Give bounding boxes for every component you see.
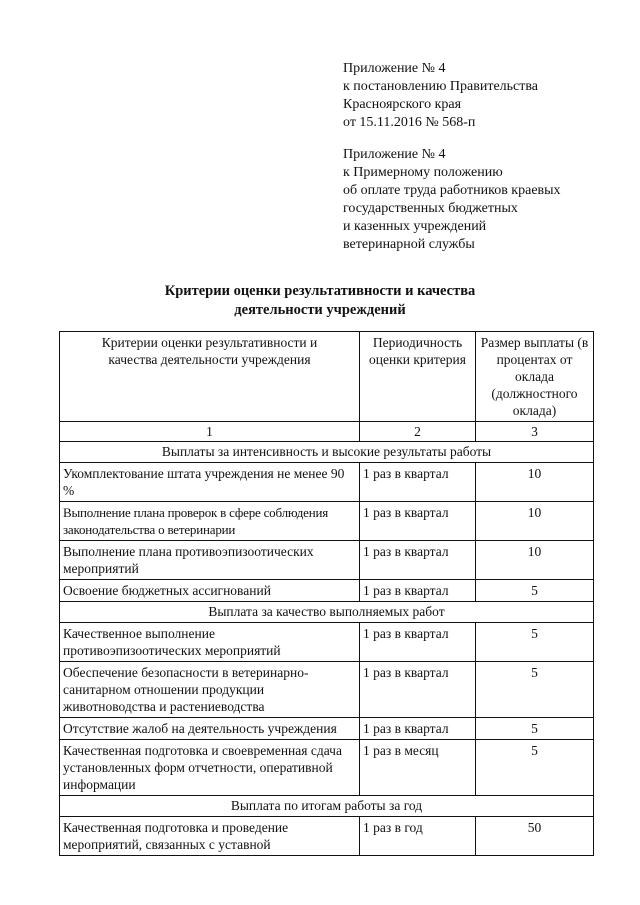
table-row [60, 740, 594, 796]
column-number: 3 [476, 422, 594, 442]
appendix-line: и казенных учреждений [343, 219, 487, 234]
period-cell: 1 раз в квартал [360, 662, 476, 718]
table-row [60, 541, 594, 580]
appendix-line: от 15.11.2016 № 568-п [343, 115, 476, 130]
section-row [60, 602, 594, 623]
period-cell: 1 раз в месяц [360, 740, 476, 796]
document-title [0, 282, 640, 320]
criterion-cell: Качественная подготовка и своевременная сдача установленных форм отчетности, оперативной информации [60, 740, 360, 796]
value-cell: 10 [476, 463, 594, 502]
period-cell: 1 раз в квартал [360, 580, 476, 602]
appendix-line: к Примерному положению [343, 165, 503, 180]
table-row [60, 502, 594, 541]
column-number: 1 [60, 422, 360, 442]
value-cell: 5 [476, 718, 594, 740]
appendix-line: Красноярского края [343, 97, 462, 112]
column-number: 2 [360, 422, 476, 442]
value-cell: 5 [476, 740, 594, 796]
table-header-row [60, 332, 594, 422]
criterion-cell: Выполнение плана проверок в сфере соблюдения законодательства о ветеринарии [60, 502, 360, 541]
section-title: Выплата по итогам работы за год [60, 796, 594, 817]
period-cell: 1 раз в квартал [360, 502, 476, 541]
appendix-line: об оплате труда работников краевых [343, 183, 561, 198]
value-cell: 10 [476, 541, 594, 580]
value-cell: 5 [476, 623, 594, 662]
appendix-block-regulation [343, 146, 623, 254]
period-cell: 1 раз в год [360, 817, 476, 856]
section-row [60, 442, 594, 463]
appendix-line: ветеринарной службы [343, 237, 475, 252]
value-cell: 5 [476, 662, 594, 718]
appendix-line: государственных бюджетных [343, 201, 518, 216]
header-periodicity: Периодичность оценки критерия [360, 332, 476, 422]
title-line: деятельности учреждений [234, 302, 406, 318]
criteria-table [59, 331, 594, 856]
table-row [60, 718, 594, 740]
criterion-cell: Освоение бюджетных ассигнований [60, 580, 360, 602]
table-row [60, 623, 594, 662]
criterion-cell: Качественное выполнение противоэпизоотических мероприятий [60, 623, 360, 662]
value-cell: 5 [476, 580, 594, 602]
criterion-cell: Обеспечение безопасности в ветеринарно-санитарном отношении продукции животноводства и растениеводства [60, 662, 360, 718]
period-cell: 1 раз в квартал [360, 541, 476, 580]
period-cell: 1 раз в квартал [360, 623, 476, 662]
appendix-line: Приложение № 4 [343, 147, 446, 162]
period-cell: 1 раз в квартал [360, 718, 476, 740]
criterion-cell: Отсутствие жалоб на деятельность учреждения [60, 718, 360, 740]
section-title: Выплаты за интенсивность и высокие результаты работы [60, 442, 594, 463]
value-cell: 10 [476, 502, 594, 541]
table-row [60, 662, 594, 718]
section-row [60, 796, 594, 817]
criterion-cell: Выполнение плана противоэпизоотических мероприятий [60, 541, 360, 580]
header-criteria: Критерии оценки результативности и качества деятельности учреждения [60, 332, 360, 422]
table-row [60, 463, 594, 502]
table-row [60, 580, 594, 602]
appendix-line: к постановлению Правительства [343, 79, 539, 94]
header-payment: Размер выплаты (в процентах от оклада (должностного оклада) [476, 332, 594, 422]
column-number-row [60, 422, 594, 442]
criterion-cell: Укомплектование штата учреждения не менее 90 % [60, 463, 360, 502]
appendix-line: Приложение № 4 [343, 61, 446, 76]
period-cell: 1 раз в квартал [360, 463, 476, 502]
criterion-cell: Качественная подготовка и проведение мероприятий, связанных с уставной [60, 817, 360, 856]
section-title: Выплата за качество выполняемых работ [60, 602, 594, 623]
appendix-block-government [343, 60, 623, 132]
title-line: Критерии оценки результативности и качества [164, 283, 476, 299]
value-cell: 50 [476, 817, 594, 856]
table-row [60, 817, 594, 856]
